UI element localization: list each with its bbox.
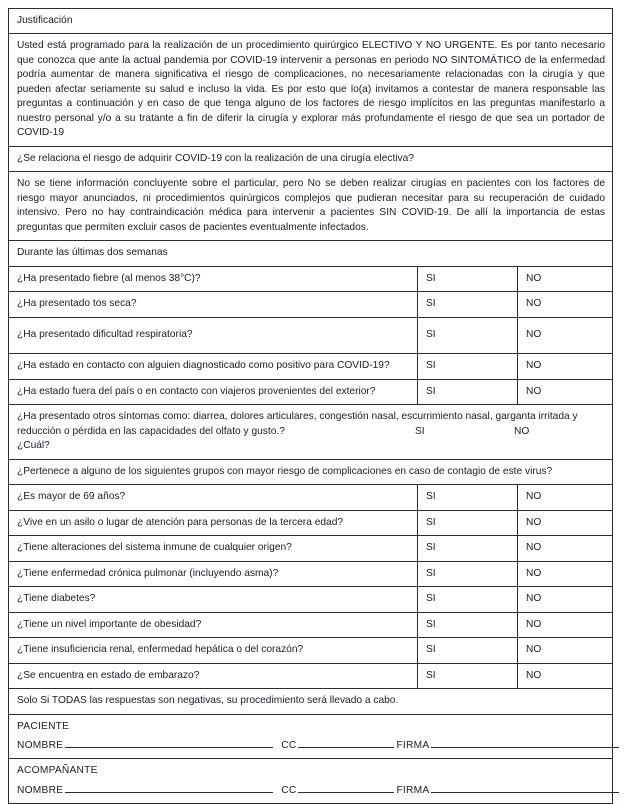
table-row [9, 510, 613, 535]
answer-yes[interactable]: SI [418, 587, 518, 612]
signature-role-label: PACIENTE [17, 720, 70, 732]
other-symptoms-line1: ¿Ha presentado otros síntomas como: diarrea, dolores articulares, congestión nasal, escurrimiento nasal, garganta irritada y [17, 411, 578, 423]
name-input[interactable] [65, 782, 273, 793]
question-text: ¿Tiene un nivel importante de obesidad? [9, 612, 418, 637]
id-input[interactable] [298, 737, 394, 748]
signature-input[interactable] [431, 782, 619, 793]
answer-yes[interactable]: SI [418, 354, 518, 379]
covid-screening-form [8, 8, 613, 804]
answer-yes[interactable]: SI [418, 510, 518, 535]
answer-yes[interactable]: SI [418, 266, 518, 291]
answer-no[interactable]: NO [514, 425, 530, 437]
answer-no[interactable]: NO [518, 266, 613, 291]
question-text: ¿Se encuentra en estado de embarazo? [9, 663, 418, 688]
name-input[interactable] [65, 737, 273, 748]
answer-yes[interactable]: SI [415, 425, 425, 437]
id-input[interactable] [298, 782, 394, 793]
risk-question-row [9, 146, 613, 171]
name-label: NOMBRE [17, 739, 64, 751]
answer-yes[interactable]: SI [418, 612, 518, 637]
question-text: ¿Tiene insuficiencia renal, enfermedad hepática o del corazón? [9, 638, 418, 663]
table-row [9, 266, 613, 291]
risk-answer-cell [9, 172, 613, 241]
question-text: ¿Ha estado en contacto con alguien diagnosticado como positivo para COVID-19? [9, 354, 418, 379]
answer-no[interactable]: NO [518, 292, 613, 317]
question-text: ¿Tiene diabetes? [9, 587, 418, 612]
answer-no[interactable]: NO [518, 379, 613, 404]
section-title: Justificación [9, 9, 613, 34]
section-title-row [9, 9, 613, 34]
answer-yes[interactable]: SI [418, 485, 518, 510]
answer-no[interactable]: NO [518, 354, 613, 379]
signature-input[interactable] [431, 737, 619, 748]
table-row [9, 663, 613, 688]
table-row [9, 561, 613, 586]
answer-no[interactable]: NO [518, 485, 613, 510]
other-symptoms-cell [9, 405, 613, 459]
answer-yes[interactable]: SI [418, 317, 518, 353]
other-symptoms-block [17, 410, 605, 453]
answer-no[interactable]: NO [518, 612, 613, 637]
signature-fields-row [17, 782, 605, 798]
table-row [9, 379, 613, 404]
id-label: CC [281, 739, 297, 751]
signature-label: FIRMA [396, 739, 430, 751]
companion-signature-cell [9, 759, 613, 804]
answer-no[interactable]: NO [518, 638, 613, 663]
risk-group-banner: ¿Pertenece a alguno de los siguientes grupos con mayor riesgo de complicaciones en caso de contagio de este virus? [9, 459, 613, 484]
table-row [9, 317, 613, 353]
signature-fields-row [17, 737, 605, 753]
answer-yes[interactable]: SI [418, 379, 518, 404]
form-body [9, 9, 613, 804]
question-text: ¿Ha presentado fiebre (al menos 38°C)? [9, 266, 418, 291]
answer-yes[interactable]: SI [418, 292, 518, 317]
companion-signature-row [9, 759, 613, 804]
id-label: CC [281, 784, 297, 796]
table-row [9, 612, 613, 637]
table-row [9, 536, 613, 561]
patient-signature-row [9, 714, 613, 759]
answer-no[interactable]: NO [518, 317, 613, 353]
intro-paragraph: Usted está programado para la realización de un procedimiento quirúrgico ELECTIVO Y NO URGENTE. Es por tanto necesario que conozca que ante la actual pandemia por COVID-19 intervenir a personas en periodo NO SINTOMÁTICO de la enfermedad podría aumentar de manera significativa el riesgo de complicaciones, no necesariamente relacionadas con la cirugía y que pueden afectar seriamente su salud e incluso la vida. Es por esto que lo(a) invitamos a contestar de manera responsable las preguntas a continuación y en caso de que tenga alguno de los factores de riesgo implícitos en las preguntas manifestarlo a nuestro personal y/o a su tratante a fin de diferir la cirugía y explorar más profundamente el riesgo de que sea un portador de COVID-19 [17, 40, 606, 139]
name-label: NOMBRE [17, 784, 64, 796]
question-text: ¿Tiene enfermedad crónica pulmonar (incluyendo asma)? [9, 561, 418, 586]
risk-group-banner-row [9, 459, 613, 484]
other-symptoms-line2: reducción o pérdida en las capacidades del olfato y gusto.? [17, 425, 285, 437]
signature-label: FIRMA [396, 784, 430, 796]
table-row [9, 485, 613, 510]
closing-note-row [9, 689, 613, 714]
table-row [9, 638, 613, 663]
answer-no[interactable]: NO [518, 536, 613, 561]
answer-no[interactable]: NO [518, 510, 613, 535]
intro-row [9, 34, 613, 146]
answer-yes[interactable]: SI [418, 536, 518, 561]
table-row [9, 354, 613, 379]
table-row [9, 587, 613, 612]
other-symptoms-line2-wrap [17, 425, 605, 439]
closing-note: Solo Si TODAS las respuestas son negativas, su procedimiento será llevado a cabo. [9, 689, 613, 714]
other-symptoms-row [9, 405, 613, 459]
question-text: ¿Vive en un asilo o lugar de atención para personas de la tercera edad? [9, 510, 418, 535]
question-text: ¿Ha presentado dificultad respiratoria? [9, 317, 418, 353]
answer-no[interactable]: NO [518, 587, 613, 612]
two-weeks-banner-row [9, 241, 613, 266]
answer-no[interactable]: NO [518, 663, 613, 688]
answer-no[interactable]: NO [518, 561, 613, 586]
risk-answer: No se tiene información concluyente sobre el particular, pero No se deben realizar cirugías en pacientes con los factores de riesgo mayor anunciados, ni procedimientos quirúrgicos complejos que pudieran necesitar para su recuperación de cuidado intensivo. Pero no hay contraindicación médica para intervenir a pacientes SIN COVID-19. De allí la importancia de estas preguntas que permiten excluir casos de pacientes eventualmente infectados. [17, 178, 606, 233]
risk-question: ¿Se relaciona el riesgo de adquirir COVID-19 con la realización de una cirugía electiva? [9, 146, 613, 171]
answer-yes[interactable]: SI [418, 638, 518, 663]
answer-yes[interactable]: SI [418, 663, 518, 688]
question-text: ¿Ha estado fuera del país o en contacto con viajeros provenientes del exterior? [9, 379, 418, 404]
question-text: ¿Ha presentado tos seca? [9, 292, 418, 317]
table-row [9, 292, 613, 317]
other-symptoms-which-label: ¿Cuál? [17, 440, 50, 452]
intro-paragraph-cell [9, 34, 613, 146]
answer-yes[interactable]: SI [418, 561, 518, 586]
patient-signature-cell [9, 714, 613, 759]
question-text: ¿Es mayor de 69 años? [9, 485, 418, 510]
two-weeks-banner: Durante las últimas dos semanas [9, 241, 613, 266]
risk-answer-row [9, 172, 613, 241]
signature-role-label: ACOMPAÑANTE [17, 765, 98, 777]
question-text: ¿Tiene alteraciones del sistema inmune de cualquier origen? [9, 536, 418, 561]
